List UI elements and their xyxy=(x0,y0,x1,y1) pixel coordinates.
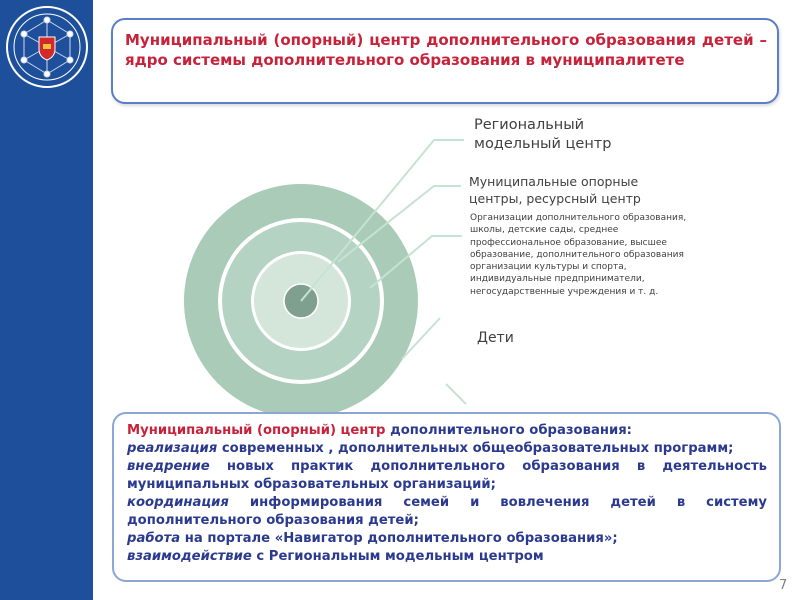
label-regional-center: Региональный модельный центр xyxy=(474,117,612,152)
functions-intro xyxy=(127,422,767,440)
intro-highlight: Муниципальный (опорный) центр xyxy=(127,423,386,438)
page-number: 7 xyxy=(779,578,788,593)
function-item xyxy=(127,530,767,548)
label-organizations: Организации дополнительного образования, школы, детские сады, среднее профессиональное образование, высшее образование, дополнительного образования организации культуры и спорта, индивидуальные предприниматели, негосударственные учреждения и т. д. xyxy=(470,213,687,297)
function-lead: реализация xyxy=(127,441,218,456)
label-municipal-centers: Муниципальные опорные центры, ресурсный центр xyxy=(469,174,641,206)
function-lead: внедрение xyxy=(127,459,210,474)
function-item xyxy=(127,494,767,530)
function-item xyxy=(127,458,767,494)
function-text: новых практик дополнительного образования в деятельность муниципальных образовательных организаций; xyxy=(127,459,767,492)
functions-box xyxy=(112,412,781,582)
intro-rest: дополнительного образования: xyxy=(385,423,632,438)
function-text: современных , дополнительных общеобразовательных программ; xyxy=(217,441,734,456)
function-lead: взаимодействие xyxy=(127,549,252,564)
connector-tail xyxy=(446,384,466,404)
function-lead: координация xyxy=(127,495,229,510)
function-text: информирования семей и вовлечения детей в систему дополнительного образования детей; xyxy=(127,495,767,528)
page-title: Муниципальный (опорный) центр дополнительного образования детей – ядро системы дополнительного образования в муниципалитете xyxy=(125,31,767,69)
label-children: Дети xyxy=(477,330,514,346)
function-text: на портале «Навигатор дополнительного образования»; xyxy=(180,531,618,546)
function-item xyxy=(127,440,767,458)
function-lead: работа xyxy=(127,531,181,546)
function-text: с Региональным модельным центром xyxy=(251,549,544,564)
function-item xyxy=(127,548,767,566)
